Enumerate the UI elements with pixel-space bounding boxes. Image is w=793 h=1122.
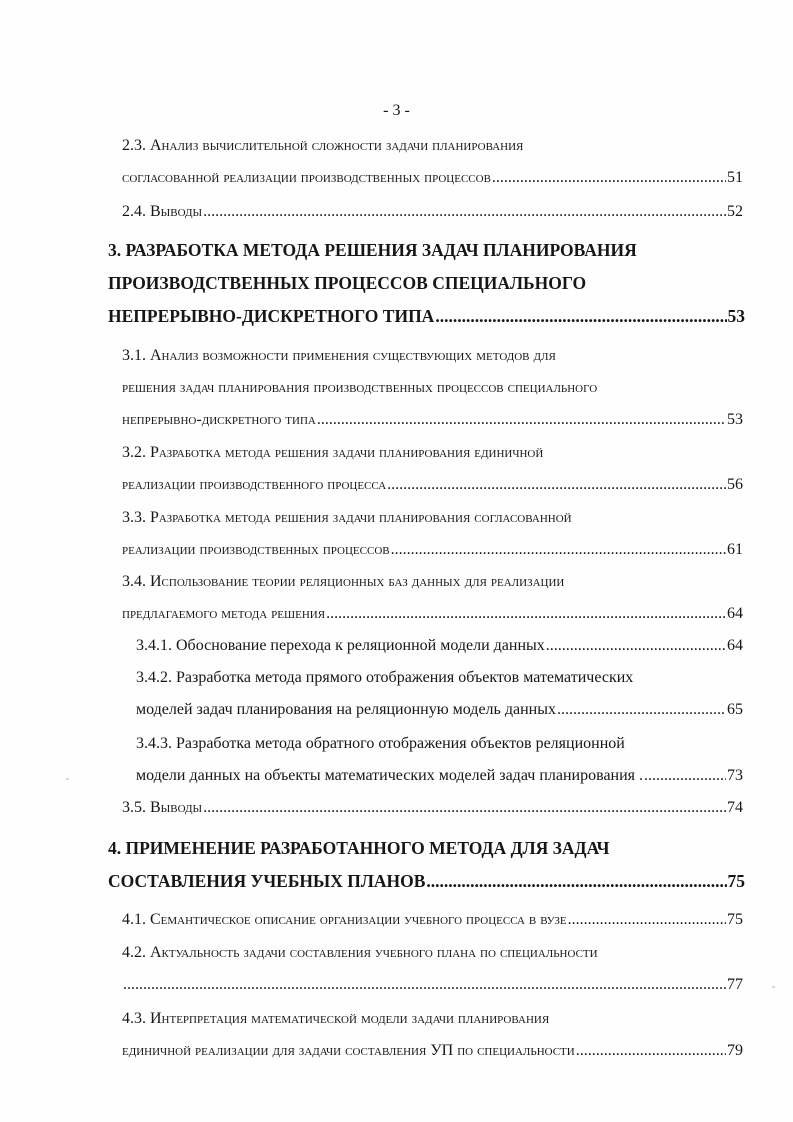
toc-page-number: 53 — [727, 306, 745, 326]
scan-speck — [772, 986, 775, 988]
toc-page-number: 53 — [727, 411, 743, 428]
toc-page-number: 61 — [727, 541, 743, 558]
dot-leader — [557, 694, 726, 726]
toc-entry-text: 2.4. Выводы — [122, 203, 203, 220]
toc-page-number: 51 — [727, 169, 743, 186]
dot-leader — [492, 162, 726, 194]
dot-leader — [387, 469, 726, 501]
dot-leader — [123, 969, 726, 1001]
toc-chapter-text: ПРОИЗВОДСТВЕННЫХ ПРОЦЕССОВ СПЕЦИАЛЬНОГО — [108, 273, 587, 293]
toc-page-number: 73 — [727, 767, 743, 784]
toc-entry-text: 3.4.2. Разработка метода прямого отображения объектов математических — [136, 669, 634, 686]
toc-entry-text: непрерывно-дискретного типа — [122, 411, 316, 428]
toc-entry-text: реализации производственных процессов — [122, 541, 390, 558]
toc-entry-4-3[interactable] — [122, 1003, 743, 1067]
toc-chapter-4[interactable] — [108, 832, 745, 898]
toc-page-number: 74 — [727, 799, 743, 816]
toc-page-number: 64 — [727, 637, 743, 654]
toc-chapter-text: 4. ПРИМЕНЕНИЕ РАЗРАБОТАННОГО МЕТОДА ДЛЯ ЗАДАЧ — [108, 838, 610, 858]
toc-entry-text: 4.3. Интерпретация математической модели задачи планирования — [122, 1010, 550, 1027]
dot-leader — [576, 1035, 726, 1067]
toc-page-number: 52 — [727, 203, 743, 220]
toc-page-number: 64 — [727, 605, 743, 622]
dot-leader — [644, 760, 726, 792]
dot-leader — [203, 196, 726, 228]
toc-chapter-3[interactable] — [108, 234, 745, 333]
toc-page-number: 77 — [727, 976, 743, 993]
toc-entry-text: 3.4. Использование теории реляционных баз данных для реализации — [122, 573, 565, 590]
toc-entry-4-2[interactable] — [122, 937, 743, 1001]
dot-leader — [568, 904, 726, 936]
toc-entry-2-4[interactable] — [122, 196, 743, 228]
toc-page-number: 56 — [727, 476, 743, 493]
dot-leader — [546, 630, 726, 662]
toc-entry-text: модели данных на объекты математических моделей задач планирования . — [136, 767, 644, 784]
toc-entry-3-4-3[interactable] — [136, 728, 743, 792]
toc-entry-text: 3.5. Выводы — [122, 799, 203, 816]
toc-entry-text: 2.3. Анализ вычислительной сложности задачи планирования — [122, 137, 524, 154]
dot-leader — [203, 792, 726, 824]
toc-entry-2-3[interactable] — [122, 130, 743, 194]
toc-entry-text: 3.2. Разработка метода решения задачи планирования единичной — [122, 444, 544, 461]
toc-entry-3-3[interactable] — [122, 502, 743, 566]
dot-leader — [326, 598, 726, 630]
toc-entry-text: решения задач планирования производственных процессов специального — [122, 379, 598, 396]
toc-chapter-text: 3. РАЗРАБОТКА МЕТОДА РЕШЕНИЯ ЗАДАЧ ПЛАНИРОВАНИЯ — [108, 240, 637, 260]
toc-entry-3-2[interactable] — [122, 437, 743, 501]
toc-chapter-text: СОСТАВЛЕНИЯ УЧЕБНЫХ ПЛАНОВ — [108, 871, 426, 891]
toc-entry-text: 3.3. Разработка метода решения задачи планирования согласованной — [122, 509, 572, 526]
toc-entry-text: единичной реализации для задачи составления УП по специальности — [122, 1042, 575, 1059]
dot-leader — [426, 865, 726, 898]
toc-chapter-text: НЕПРЕРЫВНО-ДИСКРЕТНОГО ТИПА — [108, 306, 435, 326]
toc-entry-text: 3.1. Анализ возможности применения существующих методов для — [122, 347, 556, 364]
dot-leader — [391, 534, 726, 566]
toc-page-number: 75 — [727, 911, 743, 928]
toc-entry-3-4-1[interactable] — [136, 630, 743, 662]
toc-page-number: 65 — [727, 701, 743, 718]
toc-entry-text: реализации производственного процесса — [122, 476, 387, 493]
dot-leader — [317, 404, 726, 436]
toc-entry-3-4-2[interactable] — [136, 662, 743, 726]
toc-entry-text: моделей задач планирования на реляционную модель данных — [136, 701, 556, 718]
toc-entry-3-5[interactable] — [122, 792, 743, 824]
toc-entry-text: предлагаемого метода решения — [122, 605, 326, 622]
toc-entry-text: 3.4.3. Разработка метода обратного отображения объектов реляционной — [136, 735, 625, 752]
toc-entry-3-4[interactable] — [122, 566, 743, 630]
toc-page-number: 75 — [727, 871, 745, 891]
dot-leader — [435, 300, 726, 333]
scan-speck — [66, 778, 69, 780]
toc-entry-4-1[interactable] — [122, 904, 743, 936]
toc-entry-text: 4.1. Семантическое описание организации учебного процесса в вузе — [122, 911, 567, 928]
page-number: - 3 - — [383, 102, 410, 119]
toc-entry-text: 3.4.1. Обоснование перехода к реляционной модели данных — [136, 637, 545, 654]
toc-page-number: 79 — [727, 1042, 743, 1059]
toc-entry-3-1[interactable] — [122, 340, 743, 436]
toc-entry-text: 4.2. Актуальность задачи составления учебного плана по специальности — [122, 944, 598, 961]
toc-entry-text: согласованной реализации производственных процессов — [122, 169, 491, 186]
